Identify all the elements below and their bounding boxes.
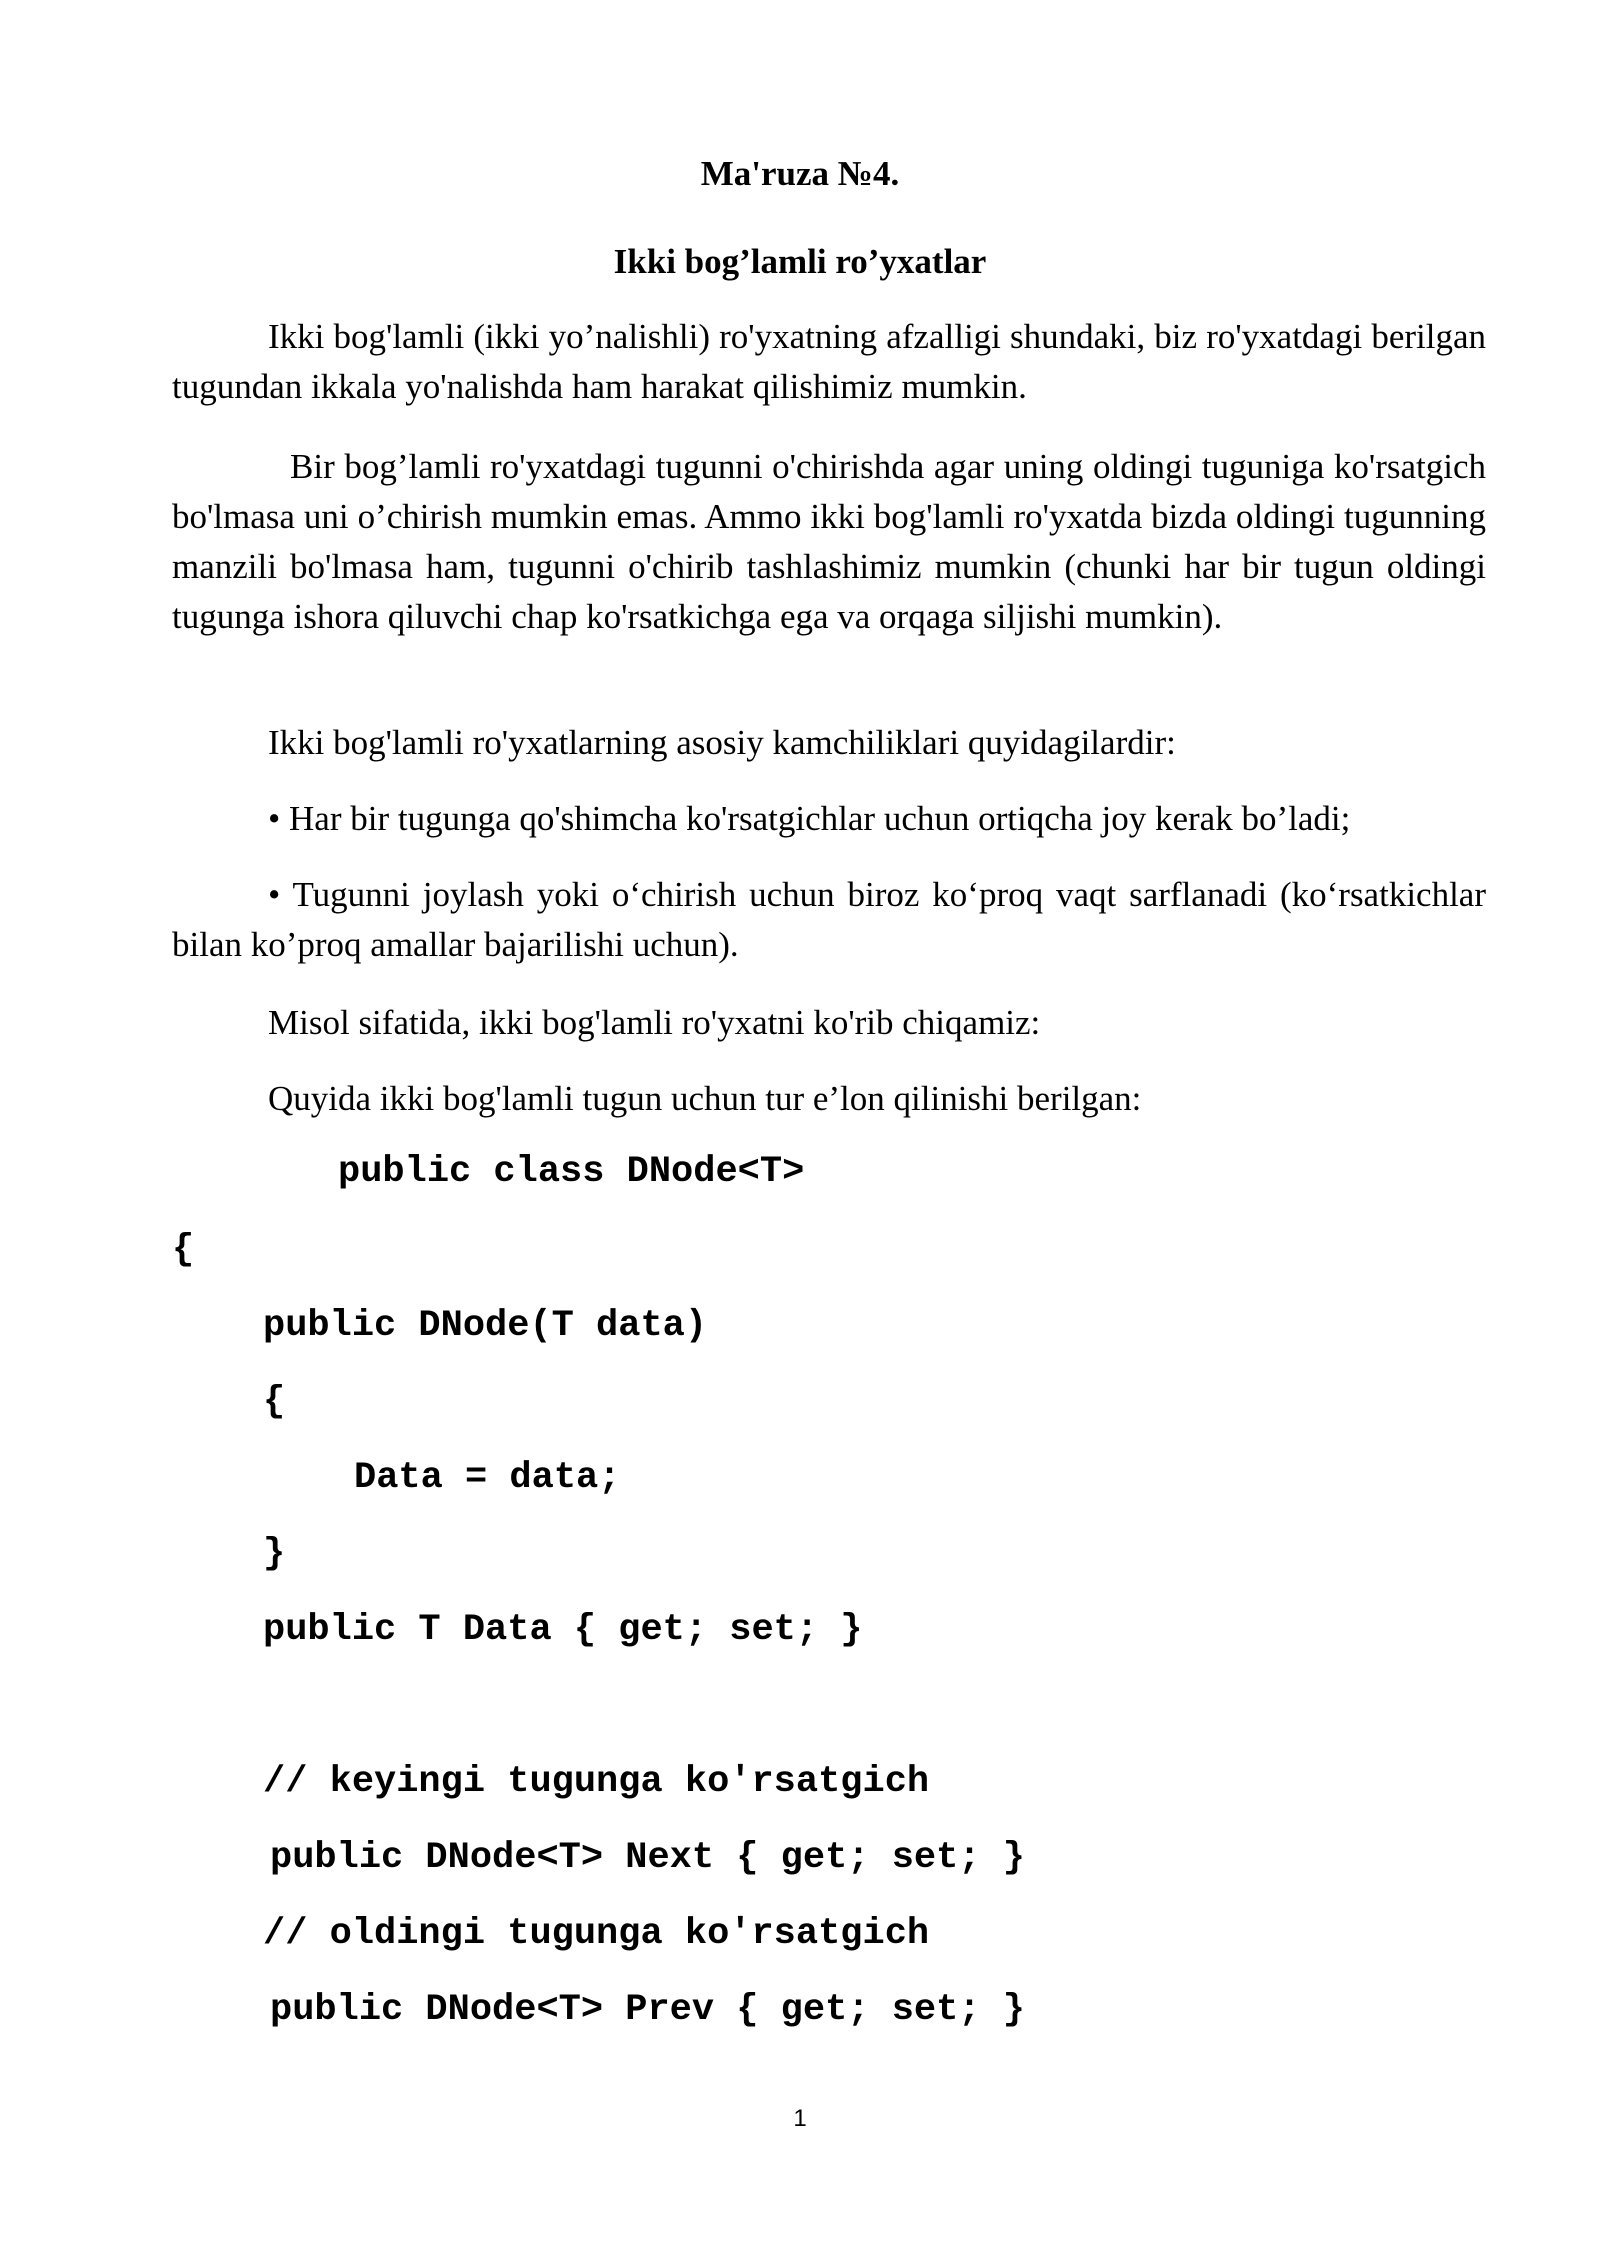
code-line: } [263,1533,286,1575]
code-line: public DNode(T data) [263,1305,708,1347]
paragraph-type-declaration: Quyida ikki bog'lamli tugun uchun tur e’lon qilinishi berilgan: [268,1079,1142,1118]
page-number: 1 [793,2105,807,2132]
code-line: public T Data { get; set; } [263,1609,863,1651]
code-line: { [172,1229,195,1271]
code-comment: // oldingi tugunga ko'rsatgich [263,1913,930,1955]
lecture-title: Ma'ruza №4. [700,154,900,193]
bullet-extra-memory: • Har bir tugunga qo'shimcha ko'rsatgichlar uchun ortiqcha joy kerak bo’ladi; [268,799,1351,838]
code-line: public class DNode<T> [338,1151,805,1193]
code-comment: // keyingi tugunga ko'rsatgich [263,1761,930,1803]
code-line: { [263,1381,286,1423]
code-line: public DNode<T> Next { get; set; } [270,1837,1025,1879]
paragraph-intro: Ikki bog'lamli (ikki yo’nalishli) ro'yxatning afzalligi shundaki, biz ro'yxatdagi berilgan tugundan ikkala yo'nalishda ham harakat qilishimiz mumkin. [172,317,1486,406]
code-line: Data = data; [354,1457,621,1499]
bullet-extra-time: • Tugunni joylash yoki o‘chirish uchun biroz ko‘proq vaqt sarflanadi (ko‘rsatkichlar bilan ko’proq amallar bajarilishi uchun). [172,875,1486,964]
paragraph-deletion: Bir bog’lamli ro'yxatdagi tugunni o'chirishda agar uning oldingi tuguniga ko'rsatgich bo'lmasa uni o’chirish mumkin emas. Ammo ikki bog'lamli ro'yxatda bizda oldingi tugunning manzili bo'lmasa ham, tugunni o'chirib tashlashimiz mumkin (chunki har bir tugun oldingi tugunga ishora qiluvchi chap ko'rsatkichga ega va orqaga siljishi mumkin). [172,447,1486,636]
paragraph-disadvantages-intro: Ikki bog'lamli ro'yxatlarning asosiy kamchiliklari quyidagilardir: [268,723,1176,762]
paragraph-example: Misol sifatida, ikki bog'lamli ro'yxatni ko'rib chiqamiz: [268,1003,1041,1042]
code-line: public DNode<T> Prev { get; set; } [270,1989,1025,2031]
topic-title: Ikki bog’lamli ro’yxatlar [613,242,987,281]
